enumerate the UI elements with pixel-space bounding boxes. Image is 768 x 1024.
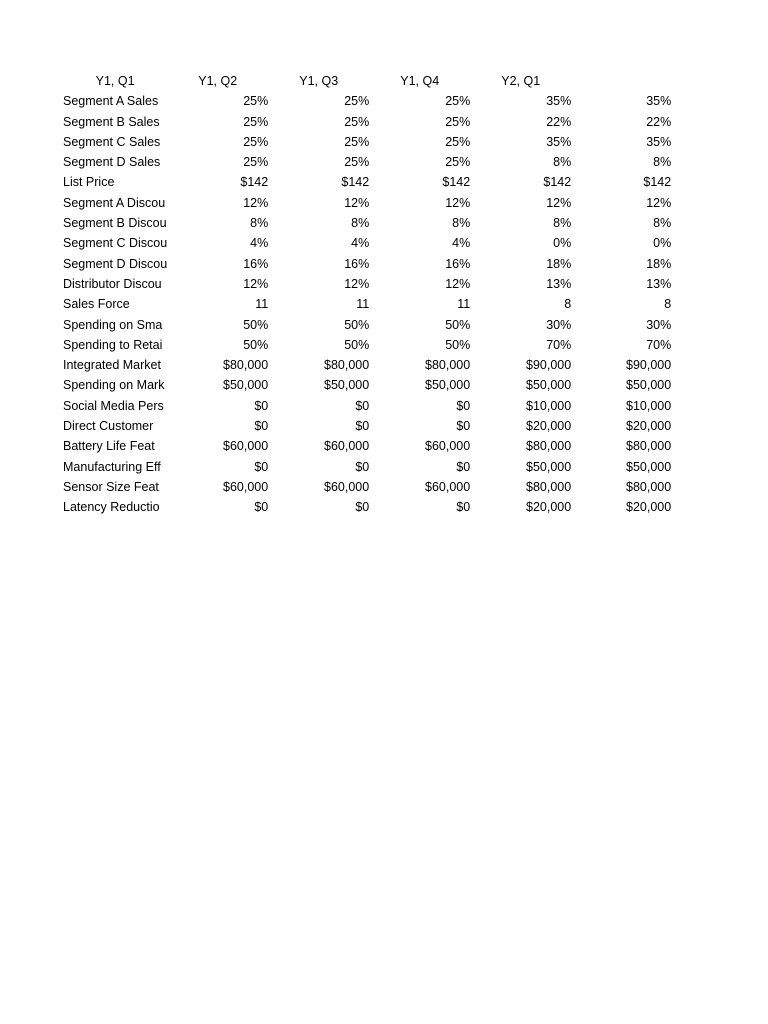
table-row [63, 355, 671, 375]
decision-table [63, 71, 671, 518]
row-label: Segment C Sales [63, 134, 161, 149]
table-cell: 25% [243, 134, 269, 149]
table-cell: $50,000 [626, 459, 672, 474]
table-cell: 12% [445, 276, 471, 291]
table-cell: $90,000 [526, 358, 572, 373]
row-label: Social Media Pers [63, 398, 164, 413]
table-cell: 8% [452, 216, 471, 231]
row-label: Manufacturing Eff [63, 459, 161, 474]
row-label: Spending on Mark [63, 378, 165, 393]
table-cell: 12% [243, 195, 269, 210]
table-cell: $80,000 [324, 358, 370, 373]
table-cell: 22% [546, 114, 572, 129]
table-cell: 50% [344, 317, 370, 332]
table-cell: 25% [344, 134, 370, 149]
row-label: Segment D Sales [63, 155, 161, 170]
table-cell: 8% [250, 216, 269, 231]
table-row [63, 335, 671, 355]
table-cell: 25% [445, 94, 471, 109]
table-cell: 50% [344, 337, 370, 352]
header-row [63, 71, 671, 91]
table-row [63, 172, 671, 192]
table-row [63, 396, 671, 416]
table-cell: $20,000 [626, 419, 672, 434]
row-label: Sales Force [63, 297, 130, 312]
row-label: Segment A Discou [63, 195, 166, 210]
table-cell: $0 [254, 459, 269, 474]
table-cell: $80,000 [526, 439, 572, 454]
table-cell: 4% [452, 236, 471, 251]
table-cell: 25% [445, 155, 471, 170]
table-cell: $60,000 [324, 439, 370, 454]
table-cell: 18% [646, 256, 672, 271]
row-label: Spending on Sma [63, 317, 163, 332]
column-header: Y1, Q1 [95, 74, 135, 88]
row-label: Direct Customer [63, 419, 154, 434]
table-cell: $50,000 [223, 378, 269, 393]
table-row [63, 436, 671, 456]
table-row [63, 274, 671, 294]
table-cell: 12% [445, 195, 471, 210]
table-cell: 13% [546, 276, 572, 291]
row-label: Spending to Retai [63, 337, 163, 352]
row-label: Sensor Size Feat [63, 479, 159, 494]
row-label: List Price [63, 175, 115, 190]
table-row [63, 254, 671, 274]
table-row [63, 152, 671, 172]
table-cell: 8% [553, 216, 572, 231]
table-cell: 11 [457, 297, 471, 312]
table-cell: $60,000 [425, 439, 471, 454]
table-cell: $50,000 [425, 378, 471, 393]
table-row [63, 375, 671, 395]
table-cell: $0 [254, 500, 269, 515]
table-cell: 12% [646, 195, 672, 210]
table-cell: 16% [344, 256, 370, 271]
table-cell: 8 [564, 297, 572, 312]
table-cell: 25% [243, 94, 269, 109]
table-cell: $0 [355, 500, 370, 515]
table-cell: 25% [445, 134, 471, 149]
table-cell: $142 [543, 175, 572, 190]
column-header: Y1, Q2 [198, 74, 238, 88]
table-cell: 8% [653, 155, 672, 170]
table-cell: 4% [250, 236, 269, 251]
table-cell: $80,000 [425, 358, 471, 373]
table-row [63, 112, 671, 132]
table-cell: $0 [456, 459, 471, 474]
table-cell: 25% [445, 114, 471, 129]
table-cell: $10,000 [526, 398, 572, 413]
table-cell: 50% [243, 317, 269, 332]
table-cell: 25% [344, 114, 370, 129]
row-label: Distributor Discou [63, 276, 162, 291]
table-cell: 12% [344, 276, 370, 291]
table-cell: 12% [546, 195, 572, 210]
table-cell: $0 [456, 500, 471, 515]
table-cell: $50,000 [526, 378, 572, 393]
table-row [63, 233, 671, 253]
table-cell: 70% [646, 337, 672, 352]
table-cell: $80,000 [526, 479, 572, 494]
table-row [63, 477, 671, 497]
table-row [63, 91, 671, 111]
table-cell: 25% [243, 155, 269, 170]
table-cell: 16% [445, 256, 471, 271]
table-cell: 50% [445, 337, 471, 352]
table-cell: 50% [243, 337, 269, 352]
table-cell: 35% [646, 134, 672, 149]
table-cell: $20,000 [626, 500, 672, 515]
table-cell: $50,000 [526, 459, 572, 474]
row-label: Integrated Market [63, 358, 161, 373]
table-cell: 13% [646, 276, 672, 291]
table-cell: $60,000 [425, 479, 471, 494]
table-cell: 16% [243, 256, 269, 271]
table-cell: 35% [646, 94, 672, 109]
table-cell: $142 [643, 175, 672, 190]
table-cell: $90,000 [626, 358, 672, 373]
table-cell: $80,000 [626, 479, 672, 494]
table-cell: 4% [351, 236, 370, 251]
table-cell: 0% [553, 236, 572, 251]
table-cell: 30% [646, 317, 672, 332]
table-cell: 30% [546, 317, 572, 332]
table-cell: $0 [456, 419, 471, 434]
table-cell: 18% [546, 256, 572, 271]
table-cell: 35% [546, 94, 572, 109]
table-cell: $60,000 [223, 439, 269, 454]
table-cell: 11 [255, 297, 269, 312]
table-cell: $142 [442, 175, 471, 190]
table-cell: 22% [646, 114, 672, 129]
table-cell: $50,000 [324, 378, 370, 393]
table-cell: 25% [344, 94, 370, 109]
table-cell: 12% [344, 195, 370, 210]
table-cell: 12% [243, 276, 269, 291]
row-label: Segment A Sales [63, 94, 159, 109]
table-cell: $0 [456, 398, 471, 413]
table-row [63, 213, 671, 233]
table-cell: $60,000 [223, 479, 269, 494]
table-cell: 50% [445, 317, 471, 332]
row-label: Battery Life Feat [63, 439, 155, 454]
table-cell: 8% [553, 155, 572, 170]
table-cell: $10,000 [626, 398, 672, 413]
table-row [63, 416, 671, 436]
row-label: Latency Reductio [63, 500, 160, 515]
column-header: Y1, Q4 [400, 74, 440, 88]
table-cell: 35% [546, 134, 572, 149]
table-cell: $20,000 [526, 419, 572, 434]
table-cell: 25% [243, 114, 269, 129]
table-row [63, 315, 671, 335]
table-cell: 25% [344, 155, 370, 170]
table-cell: $50,000 [626, 378, 672, 393]
table-cell: $0 [355, 419, 370, 434]
table-cell: $80,000 [223, 358, 269, 373]
table-cell: $0 [254, 419, 269, 434]
column-header: Y1, Q3 [299, 74, 339, 88]
table-cell: 8 [664, 297, 672, 312]
table-cell: 11 [356, 297, 370, 312]
column-header-empty [571, 71, 671, 91]
row-label: Segment D Discou [63, 256, 168, 271]
column-header: Y2, Q1 [501, 74, 541, 88]
row-label: Segment B Discou [63, 216, 167, 231]
table-row [63, 132, 671, 152]
table-cell: $0 [254, 398, 269, 413]
table-row [63, 193, 671, 213]
table-cell: $142 [240, 175, 269, 190]
table-cell: 8% [351, 216, 370, 231]
table-cell: $142 [341, 175, 370, 190]
row-label: Segment C Discou [63, 236, 168, 251]
table-cell: $60,000 [324, 479, 370, 494]
table-row [63, 457, 671, 477]
table-cell: 8% [653, 216, 672, 231]
row-label: Segment B Sales [63, 114, 160, 129]
table-cell: $0 [355, 398, 370, 413]
table-row [63, 497, 671, 517]
table-row [63, 294, 671, 314]
table-cell: $0 [355, 459, 370, 474]
table-cell: 0% [653, 236, 672, 251]
table-cell: 70% [546, 337, 572, 352]
table-cell: $80,000 [626, 439, 672, 454]
table-cell: $20,000 [526, 500, 572, 515]
